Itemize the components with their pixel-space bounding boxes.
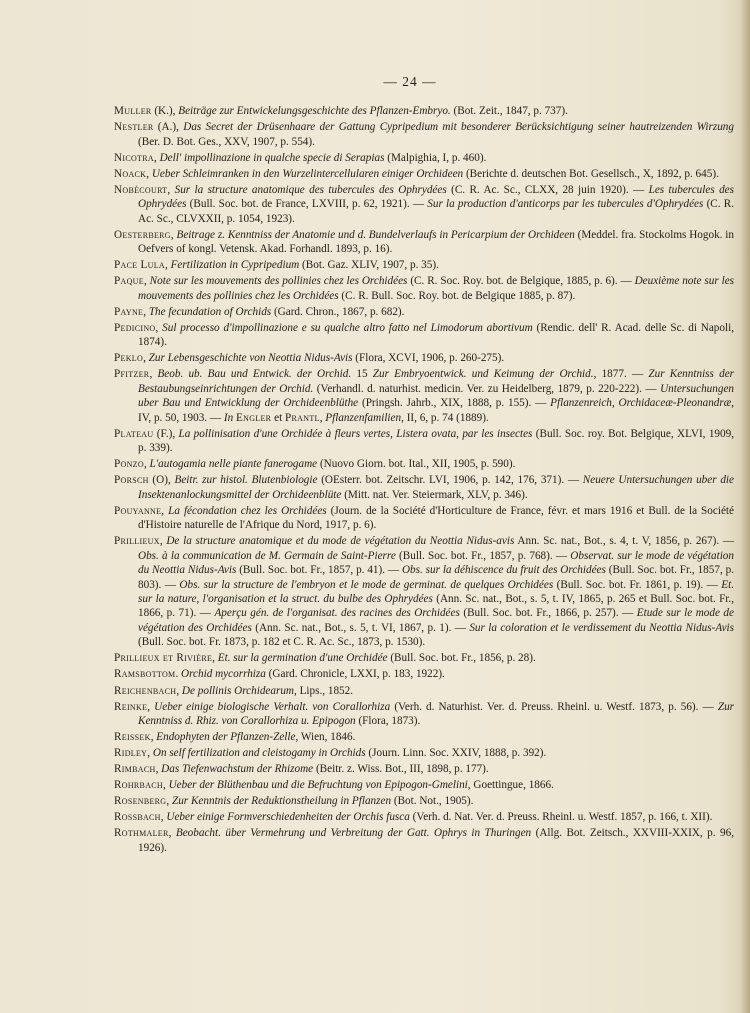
entry-title: Pflanzenreich, Orchidaceæ-Pleonandræ (550, 397, 732, 410)
entry-title: Ueber einige biologische Verhalt. von Corallorhiza (154, 700, 391, 713)
entry-author-ref: Engler (236, 411, 272, 424)
entry-author: Reichenbach (114, 684, 177, 697)
entry-citation: , (155, 763, 162, 776)
entry-citation: (Bull. Soc. bot. Fr., 1857, p. 803). — (138, 564, 734, 591)
entry-citation: , II, 6, p. 74 (1889). (401, 411, 489, 424)
entry-citation: (Bull. Soc. roy. Bot. Belgique, XLVI, 1909, p. 339). (138, 427, 735, 455)
entry-citation: , (143, 458, 150, 471)
entry-author: Ponzo (114, 458, 144, 471)
bibliography-entry (114, 534, 734, 650)
entry-title: La pollinisation d'une Orchidée à fleurs vertes, Listera ovata, par les insectes (178, 427, 533, 440)
entry-author: Payne (114, 305, 144, 318)
entry-citation: (Journ. de la Société d'Horticulture de France, févr. et mars 1916 et Bull. de la Société d'Histoire naturelle de l'Afrique du Nord, 1917, p. 6). (138, 504, 734, 532)
entry-author: Muller (114, 105, 152, 117)
entry-title: Deuxième note sur les mouvements des pollinies chez les Orchidées (138, 275, 735, 302)
entry-title: Zur Kenntniss der Bestaubungseinrichtungen der Orchid. (138, 368, 735, 395)
bibliography-entry (114, 778, 734, 792)
entry-citation: , Lips., 1852. (294, 684, 354, 697)
entry-author: Rossbach (114, 811, 161, 824)
entry-citation: , (143, 305, 149, 318)
entry-citation: (Verh. d. Naturhist. Ver. d. Preuss. Rheinl. u. Westf. 1873, p. 56). — (390, 700, 718, 713)
entry-title: Dell' impollinazione in qualche specie di Serapias (159, 151, 385, 164)
bibliography-entry (114, 504, 734, 533)
bibliography-entry (114, 351, 734, 365)
entry-citation: Ann. Sc. nat., Bot., s. 4, t. V, 1856, p. 267). — (514, 535, 735, 548)
entry-author: Pouyanne (114, 504, 162, 517)
entry-title: Das Tiefenwachstum der Rhizome (161, 763, 314, 776)
entry-title: Ueber der Blüthenbau und die Befruchtung von Epipogon-Gmelini (168, 779, 468, 792)
entry-citation: , Wien, 1846. (295, 731, 356, 744)
entry-citation: , IV, p. 50, 1903. — (138, 397, 734, 424)
entry-citation: (Bot. Not., 1905). (391, 795, 474, 808)
entry-author: Oesterberg (114, 228, 171, 241)
entry-title: Et. sur la nature, l'organisation et la struct. du bulbe des Ophrydées (138, 578, 734, 605)
entry-citation: , (155, 321, 163, 334)
entry-title: Beitrage z. Kenntniss der Anatomie und d. Bundelverlaufs in Pericarpium der Orchideen (176, 228, 575, 241)
entry-citation: , (150, 731, 157, 744)
entry-citation: (Ann. Sc. nat., Bot., s. 5, t. VI, 1867, p. 1). — (251, 621, 470, 634)
entry-title: Orchid mycorrhiza (181, 668, 266, 681)
entry-title: Ueber einige Formverschiedenheiten der Orchis fusca (166, 811, 410, 824)
bibliography-entry (114, 651, 734, 665)
entry-title: Obs. sur la déhiscence du fruit des Orchidées (401, 564, 606, 577)
entry-citation: , (168, 827, 176, 840)
entry-citation: (C. R. Soc. Roy. bot. de Belgique, 1885, p. 6). — (407, 275, 635, 288)
bibliography-list (114, 104, 734, 857)
page-number: — 24 — (383, 74, 437, 89)
entry-author: Prillieux (114, 535, 160, 548)
entry-citation: , (166, 795, 172, 808)
entry-title: Untersuchungen uber Bau und Entwicklung der Orchideenblüthe (138, 382, 735, 410)
bibliography-entry (114, 427, 734, 456)
entry-title: Zur Kenntnis der Reduktionstheilung in Pflanzen (171, 795, 392, 808)
entry-citation: (OEsterr. bot. Zeitschr. LVI, 1906, p. 142, 176, 371). — (317, 474, 583, 487)
bibliography-entry (114, 120, 734, 149)
entry-title: De la structure anatomique et du mode de végétation du Neottia Nidus-avis (166, 535, 515, 548)
entry-author: Rimbach (114, 763, 156, 776)
entry-citation: , (149, 368, 158, 381)
entry-title: Obs. sur la structure de l'embryon et le mode de germinat. de quelques Orchidées (179, 578, 554, 591)
entry-author-ref: Prantl (285, 411, 320, 424)
bibliography-entry (114, 684, 734, 698)
entry-citation: (Bull. Soc. bot. Fr., 1857, p. 41). — (236, 564, 402, 577)
entry-title: Zur Embryoentwick. und Keimung der Orchid. (372, 368, 594, 381)
entry-title: Observat. sur le mode de végétation du Neottia Nidus-Avis (138, 549, 734, 577)
bibliography-entry (114, 457, 734, 471)
entry-citation: et (271, 411, 285, 424)
entry-citation: (Bull. Soc. bot. de France, LXVIII, p. 62, 1921). — (186, 198, 428, 211)
entry-citation: , (153, 151, 160, 164)
entry-author: Rothmaler (114, 827, 169, 840)
bibliography-entry (114, 746, 734, 760)
entry-citation: (Malpighia, I, p. 460). (384, 151, 487, 164)
entry-title: Ueber Schleimranken in den Wurzelintercellularen einiger Orchideen (151, 167, 464, 180)
entry-title: Zur Lebensgeschichte von Neottia Nidus-Avis (148, 352, 353, 365)
entry-author: Prillieux et Rivière (114, 652, 213, 665)
entry-citation: , (167, 183, 175, 196)
entry-title: De pollinis Orchidearum (181, 684, 294, 697)
entry-author: Ridley (114, 747, 148, 760)
entry-title: Zur Kenntniss d. Rhiz. von Corallorhiza u. Epipogon (138, 700, 735, 727)
entry-citation: (Meddel. fra. Stockolms Hogok. in Oefvers of kongl. Vetensk. Akad. Forhandl. 1893, p. 16). (138, 228, 735, 256)
bibliography-entry (114, 167, 734, 181)
entry-citation: (Verhandl. d. naturhist. medicin. Ver. zu Heidelberg, 1879, p. 220-222). — (313, 382, 661, 395)
entry-author: Nobécourt (114, 183, 168, 196)
entry-author: Rohrbach (114, 779, 163, 792)
entry-title: Sur la structure anatomique des tubercules des Ophrydées (174, 183, 447, 196)
entry-citation: , Goettingue, 1866. (467, 779, 554, 792)
entry-title: Sul processo d'impollinazione e su qualche altro fatto nel Limodorum abortivum (162, 321, 533, 334)
bibliography-entry (114, 258, 734, 272)
entry-citation: (Bull. Soc. bot. Fr., 1856, p. 28). (387, 652, 536, 665)
entry-title: La fécondation chez les Orchidées (168, 504, 327, 517)
entry-author: Porsch (114, 474, 149, 487)
entry-title: On self fertilization and cleistogamy in Orchids (152, 747, 366, 760)
entry-author: Reissek (114, 731, 151, 744)
entry-citation: (Verh. d. Nat. Ver. d. Preuss. Rheinl. u. Westf. 1857, p. 166, t. XII). (409, 811, 713, 824)
entry-citation: , (162, 779, 169, 792)
bibliography-entry (114, 810, 734, 824)
entry-title: Beobacht. über Vermehrung und Verbreitung der Gatt. Ophrys in Thuringen (175, 827, 532, 840)
entry-citation: (Ber. D. Bot. Ges., XXV, 1907, p. 554). (138, 135, 315, 148)
entry-citation: , (319, 411, 326, 424)
entry-citation: , (146, 167, 152, 180)
bibliography-entry (114, 228, 734, 257)
bibliography-entry (114, 667, 734, 681)
entry-citation: , (147, 747, 153, 760)
entry-citation: , (165, 259, 171, 272)
entry-title: Sur la production d'anticorps par les tubercules d'Ophrydées (427, 198, 704, 211)
entry-citation: (O), (148, 474, 175, 487)
entry-citation: (C. R. Bull. Soc. Roy. bot. de Belgique 1885, p. 87). (338, 289, 576, 302)
entry-title: Et. sur la germination d'une Orchidée (217, 652, 388, 665)
entry-citation: , (161, 504, 169, 517)
entry-author: Nestler (114, 121, 154, 134)
entry-title: Beitr. zur histol. Blutenbiologie (174, 474, 318, 487)
entry-citation: (C. R. Ac. Sc., CLXX, 28 juin 1920). — (446, 183, 649, 196)
entry-author: Peklo (114, 352, 144, 365)
bibliography-entry (114, 730, 734, 744)
entry-citation: (Bull. Soc. bot. Fr. 1861, p. 19). — (553, 578, 722, 591)
entry-title: Neuere Untersuchungen uber die Insektenanlockungsmittel der Orchideenblüte (138, 474, 734, 501)
entry-title: Sur la coloration et le verdissement du Neottia Nidus-Avis (469, 621, 734, 634)
entry-title: Aperçu gén. de l'organisat. des racines des Orchidées (214, 607, 460, 620)
entry-citation: (Flora, 1873). (355, 715, 421, 727)
entry-title: The fecundation of Orchids (148, 305, 272, 318)
entry-author: Nicotra (114, 151, 154, 164)
entry-author: Pedicino (114, 321, 156, 334)
entry-citation: (Gard. Chronicle, LXXI, p. 183, 1922). (265, 668, 445, 681)
entry-citation: , (143, 352, 149, 365)
entry-citation: (Gard. Chron., 1867, p. 682). (271, 305, 405, 318)
entry-title: Etude sur le mode de végétation des Orchidées (138, 607, 734, 634)
entry-citation: (Bot. Gaz. XLIV, 1907, p. 35). (299, 259, 439, 272)
entry-citation: (Ann. Sc. nat., Bot., s. 5, t. IV, 1865, p. 265 et Bull. Soc. bot. Fr., 1866, p. 71). — (138, 593, 734, 620)
entry-author: Ramsbottom (114, 668, 176, 681)
entry-title: In (223, 411, 234, 424)
bibliography-entry (114, 183, 734, 226)
entry-citation: (F.), (153, 427, 179, 440)
entry-citation: , (212, 652, 218, 665)
bibliography-entry (114, 367, 734, 425)
page-edge-shadow (740, 0, 750, 1013)
bibliography-entry (114, 794, 734, 808)
entry-author: Plateau (114, 427, 154, 440)
bibliography-entry (114, 305, 734, 319)
entry-title: Beiträge zur Entwickelungsgeschichte des Pflanzen-Embryo. (178, 105, 451, 117)
entry-citation: , (147, 700, 155, 713)
entry-citation: . (175, 668, 182, 681)
entry-title: Obs. à la communication de M. Germain de Saint-Pierre (138, 549, 396, 562)
entry-author: Paque (114, 275, 144, 288)
entry-citation: (Allg. Bot. Zeitsch., XXVIII-XXIX, p. 96, 1926). (138, 827, 734, 854)
bibliography-entry (114, 473, 734, 502)
bibliography-entry (114, 700, 734, 729)
entry-title: Note sur les mouvements des pollinies chez les Orchidées (149, 275, 408, 288)
entry-title: Pflanzenfamilien (325, 411, 402, 424)
entry-author: Rosenberg (114, 795, 167, 808)
entry-author: Pace Lula (114, 259, 165, 272)
bibliography-entry (114, 151, 734, 165)
entry-citation: (Bot. Zeit., 1847, p. 737). (450, 105, 568, 117)
entry-citation: (Journ. Linn. Soc. XXIV, 1888, p. 392). (365, 747, 547, 760)
bibliography-entry (114, 826, 734, 855)
bibliography-entry (114, 762, 734, 776)
entry-author: Reinke (114, 700, 148, 713)
bibliography-entry (114, 274, 734, 303)
entry-citation: , 1877. — (593, 368, 649, 381)
entry-citation: (Bull. Soc. bot. Fr. 1873, p. 182 et C. R. Ac. Sc., 1873, p. 1530). (138, 636, 426, 649)
entry-title: Beob. ub. Bau und Entwick. der Orchid. (157, 368, 352, 381)
entry-citation: (Bull. Soc. bot. Fr., 1857, p. 768). — (395, 549, 571, 562)
entry-title: Endophyten der Pflanzen-Zelle (156, 731, 296, 744)
entry-citation: (Flora, XCVI, 1906, p. 260-275). (352, 352, 505, 365)
entry-citation: (Nuovo Giorn. bot. Ital., XII, 1905, p. 590). (317, 458, 516, 471)
bibliography-entry (114, 321, 734, 350)
entry-citation: (Pringsh. Jahrb., XIX, 1888, p. 155). — (358, 397, 551, 410)
entry-citation: , (143, 275, 150, 288)
bibliography-entry (114, 104, 734, 118)
entry-title: L'autogamia nelle piante fanerogame (149, 458, 318, 471)
entry-citation: (C. R. Ac. Sc., CLVXXII, p. 1054, 1923). (138, 198, 734, 225)
entry-citation: (Berichte d. deutschen Bot. Gesellsch., X, 1892, p. 645). (463, 167, 719, 180)
entry-citation: , (170, 228, 177, 241)
entry-citation: (Beitr. z. Wiss. Bot., III, 1898, p. 177). (313, 763, 489, 776)
entry-author: Pfitzer (114, 368, 150, 381)
entry-citation: , (160, 811, 167, 824)
entry-citation: , (159, 535, 167, 548)
entry-citation: (K.), (151, 105, 179, 117)
entry-citation: 15 (351, 368, 373, 381)
entry-citation: (Bull. Soc. bot. Fr., 1866, p. 257). — (459, 607, 637, 620)
entry-citation: (Mitt. nat. Ver. Steiermark, XLV, p. 346). (341, 488, 528, 501)
entry-citation: (Rendic. dell' R. Acad. delle Sc. di Napoli, 1874). (138, 321, 735, 349)
entry-title: Fertilization in Cypripedium (170, 259, 300, 272)
entry-citation: , (176, 684, 182, 697)
entry-title: Les tubercules des Ophrydées (138, 183, 734, 211)
entry-author: Noack (114, 167, 147, 180)
entry-title: Das Secret der Drüsenhaare der Gattung Cypripedium mit besonderer Berücksichtigung seiner hautreizenden Wirzung (183, 121, 734, 134)
entry-citation: (A.), (153, 121, 184, 134)
